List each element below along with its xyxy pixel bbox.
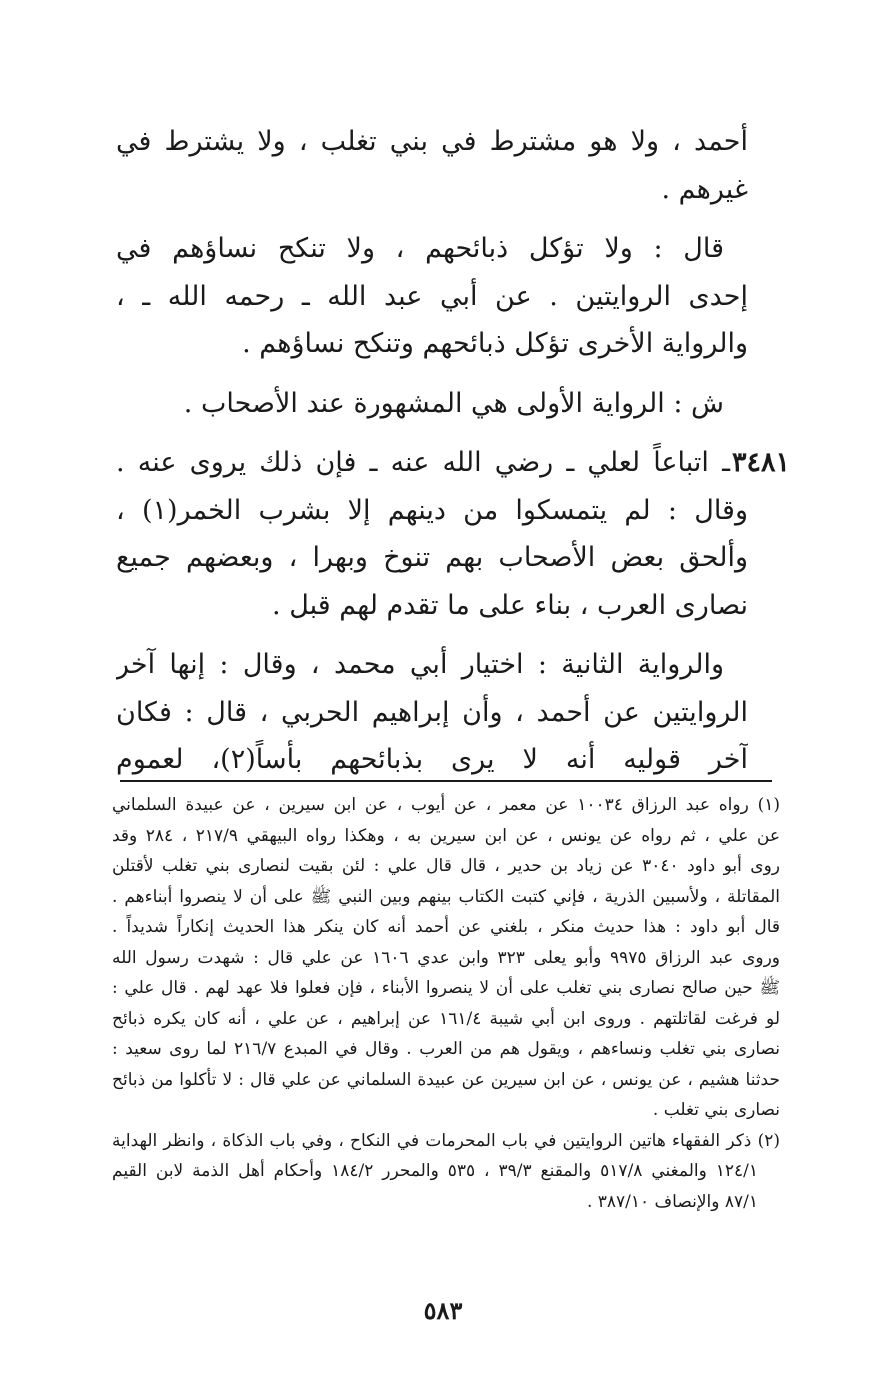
text-line: والرواية الأخرى تؤكل ذبائحهم وتنكح نساؤهم . <box>242 328 748 359</box>
footnote-line: نصارى بني تغلب ونساءهم ، ويقول هم من العرب . وقال في المبدع ٢١٦/٧ لما روى سعيد : <box>112 1039 780 1059</box>
text-line: قال : ولا تؤكل ذبائحهم ، ولا تنكح نساؤهم في <box>116 233 724 264</box>
text-line: آخر قوليه أنه لا يرى بذبائحهم بأساً(٢)، لعموم <box>116 744 748 775</box>
issue-number: ٣٤٨١ <box>731 447 790 478</box>
text-line: ـ اتباعاً لعلي ـ رضي الله عنه ـ فإن ذلك يروى عنه . <box>116 447 730 478</box>
text-line: والرواية الثانية : اختيار أبي محمد ، وقال : إنها آخر <box>116 649 724 680</box>
footnote-line: ١٢٤/١ والمغني ٥١٧/٨ والمقنع ٣٩/٣ ، ٥٣٥ والمحرر ١٨٤/٢ وأحكام أهل الذمة لابن القيم <box>112 1161 758 1181</box>
footnote-line: ٨٧/١ والإنصاف ٣٨٧/١٠ . <box>586 1191 758 1212</box>
page-number: ٥٨٣ <box>423 1296 463 1325</box>
text-line: وقال : لم يتمسكوا من دينهم إلا بشرب الخمر(١) ، <box>116 494 748 526</box>
footnote-line: عن علي ، ثم رواه عن يونس ، عن ابن سيرين به ، وهكذا رواه البيهقي ٢١٧/٩ ، ٢٨٤ وقد <box>112 825 780 846</box>
footnote-line: ﷺ حين صالح نصارى بني تغلب على أن لا ينصروا الأبناء ، فإن فعلوا فلا عهد لهم . قال علي : <box>112 978 780 998</box>
footnote-separator <box>120 780 772 782</box>
footnote-line: لو فرغت لقاتلتهم . وروى ابن أبي شيبة ١٦١/٤ عن إبراهيم ، عن علي ، أنه كان يكره ذبائح <box>112 1008 780 1029</box>
footnote-line: حدثنا هشيم ، عن يونس ، عن ابن سيرين عن عبيدة السلماني عن علي قال : لا تأكلوا من ذبائح <box>112 1069 780 1090</box>
text-line: وألحق بعض الأصحاب بهم تنوخ وبهرا ، وبعضهم جميع <box>116 542 748 573</box>
text-line: نصارى العرب ، بناء على ما تقدم لهم قبل . <box>272 589 748 621</box>
footnote-line: (٢) ذكر الفقهاء هاتين الروايتين في باب المحرمات في النكاح ، وفي باب الذكاة ، وانظر الهداية <box>112 1130 780 1151</box>
footnote-line: (١) رواه عبد الرزاق ١٠٠٣٤ عن معمر ، عن أيوب ، عن ابن سيرين ، عن عبيدة السلماني <box>112 795 780 815</box>
text-line: الروايتين عن أحمد ، وأن إبراهيم الحربي ، قال : فكان <box>116 696 748 728</box>
footnote-line: روى أبو داود ٣٠٤٠ عن زياد بن حدير ، قال قال علي : لئن بقيت لنصارى بني تغلب لأقتلن <box>112 856 780 876</box>
footnote-line: وروى عبد الرزاق ٩٩٧٥ وأبو يعلى ٣٢٣ وابن عدي ١٦٠٦ عن علي قال : شهدت رسول الله <box>112 947 780 968</box>
text-line: إحدى الروايتين . عن أبي عبد الله ـ رحمه الله ـ ، <box>116 280 748 312</box>
text-line: أحمد ، ولا هو مشترط في بني تغلب ، ولا يشترط في <box>116 126 748 157</box>
footnote-line: قال أبو داود : هذا حديث منكر ، بلغني عن أحمد أنه كان ينكر هذا الحديث إنكاراً شديداً . <box>112 917 780 937</box>
text-line: غيرهم . <box>661 173 748 205</box>
numbered-line <box>116 439 790 487</box>
footnote-line: نصارى بني تغلب . <box>652 1100 780 1120</box>
main-text <box>116 118 790 784</box>
footnotes <box>112 790 780 1217</box>
text-line: ش : الرواية الأولى هي المشهورة عند الأصحاب . <box>183 387 724 419</box>
footnote-line: المقاتلة ، ولأسبين الذرية ، فإني كتبت الكتاب بينهم وبين النبي ﷺ على أن لا ينصروا أبناءهم . <box>112 886 780 907</box>
